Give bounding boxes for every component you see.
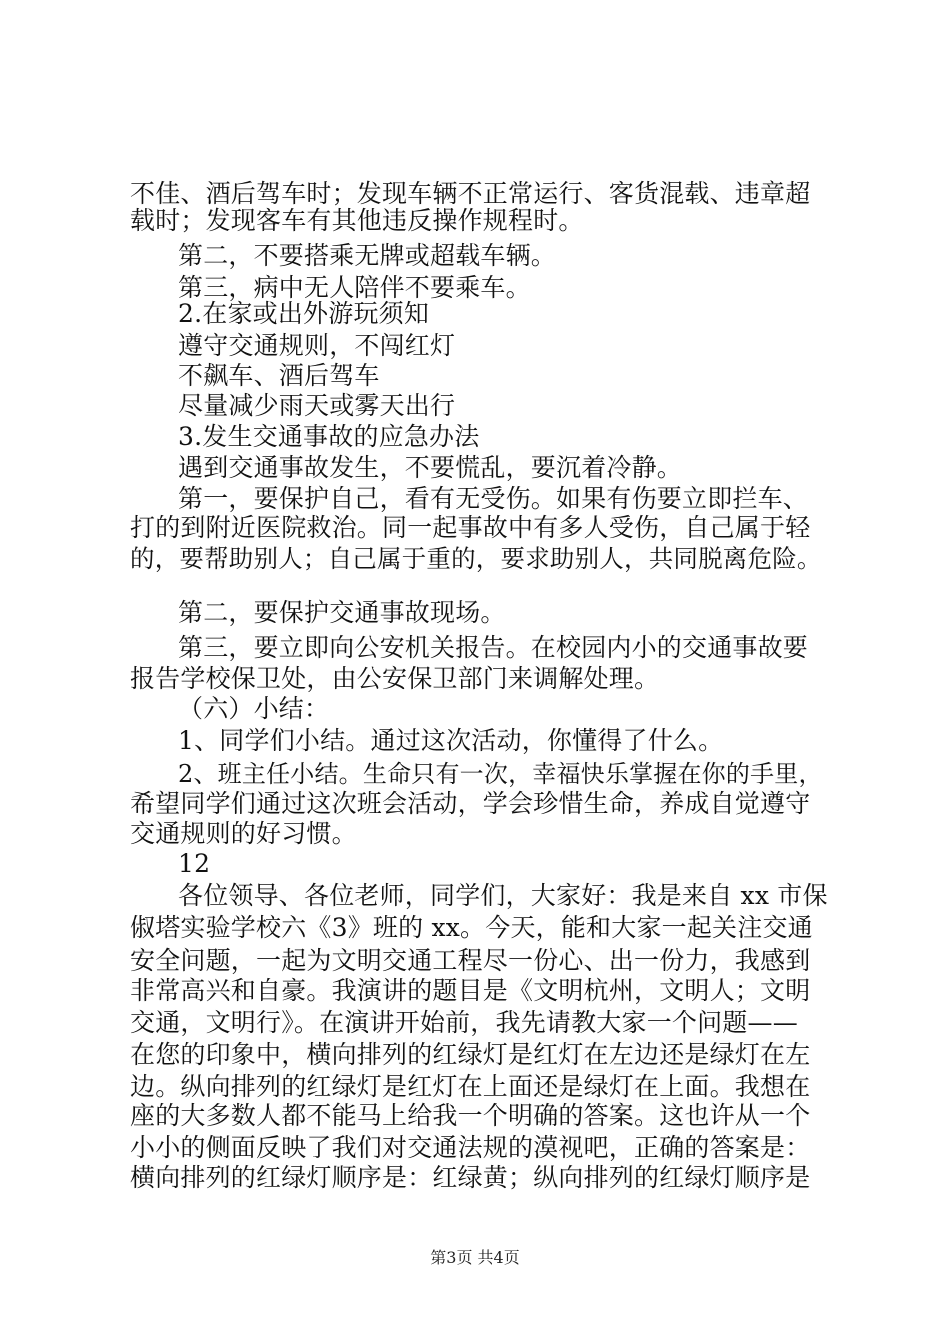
text-line: 各位领导、各位老师，同学们，大家好：我是来自 xx 市保 [178, 881, 828, 910]
text-line: 的，要帮助别人；自己属于重的，要求助别人，共同脱离危险。 [130, 544, 822, 573]
text-line: 交通，文明行》。在演讲开始前，我先请教大家一个问题—— [130, 1008, 798, 1037]
text-line: 尽量减少雨天或雾天出行 [178, 391, 456, 420]
text-line: 不佳、酒后驾车时；发现车辆不正常运行、客货混载、违章超 [130, 179, 811, 208]
text-line: 非常高兴和自豪。我演讲的题目是《文明杭州，文明人；文明 [130, 976, 811, 1005]
text-line: 2.在家或出外游玩须知 [178, 299, 430, 328]
text-line: 第二，要保护交通事故现场。 [178, 598, 506, 627]
text-line: 安全问题，一起为文明交通工程尽一份心、出一份力，我感到 [130, 946, 811, 975]
text-line: 小小的侧面反映了我们对交通法规的漠视吧，正确的答案是： [130, 1133, 811, 1162]
page-footer: 第3页 共4页 [430, 1248, 520, 1267]
text-line: 3.发生交通事故的应急办法 [178, 422, 480, 451]
text-line: 交通规则的好习惯。 [130, 819, 357, 848]
text-line: 2、班主任小结。生命只有一次，幸福快乐掌握在你的手里， [178, 760, 823, 788]
text-line: 第二，不要搭乘无牌或超载车辆。 [178, 241, 557, 270]
text-line: 希望同学们通过这次班会活动，学会珍惜生命，养成自觉遵守 [130, 789, 811, 818]
text-line: 1、同学们小结。通过这次活动，你懂得了什么。 [178, 726, 724, 755]
text-line: 第三，病中无人陪伴不要乘车。 [178, 273, 531, 302]
text-line: 边。纵向排列的红绿灯是红灯在上面还是绿灯在上面。我想在 [130, 1072, 811, 1101]
text-line: 遵守交通规则，不闯红灯 [178, 331, 456, 360]
text-line: 在您的印象中，横向排列的红绿灯是红灯在左边还是绿灯在左 [130, 1040, 811, 1069]
text-line: 报告学校保卫处，由公安保卫部门来调解处理。 [130, 664, 660, 693]
text-line: 第三，要立即向公安机关报告。在校园内小的交通事故要 [178, 633, 809, 662]
text-line: 遇到交通事故发生，不要慌乱，要沉着冷静。 [178, 453, 683, 482]
text-line: 座的大多数人都不能马上给我一个明确的答案。这也许从一个 [130, 1101, 811, 1130]
text-line: 俶塔实验学校六《3》班的 xx。今天，能和大家一起关注交通 [130, 913, 813, 942]
text-line: 载时；发现客车有其他违反操作规程时。 [130, 206, 584, 235]
text-line: 打的到附近医院救治。同一起事故中有多人受伤，自己属于轻 [130, 513, 811, 542]
text-line: 12 [178, 849, 211, 878]
text-line: （六）小结： [178, 694, 330, 723]
text-line: 不飙车、酒后驾车 [178, 361, 380, 390]
text-line: 第一，要保护自己，看有无受伤。如果有伤要立即拦车、 [178, 484, 809, 513]
text-line: 横向排列的红绿灯顺序是：红绿黄；纵向排列的红绿灯顺序是 [130, 1163, 811, 1192]
